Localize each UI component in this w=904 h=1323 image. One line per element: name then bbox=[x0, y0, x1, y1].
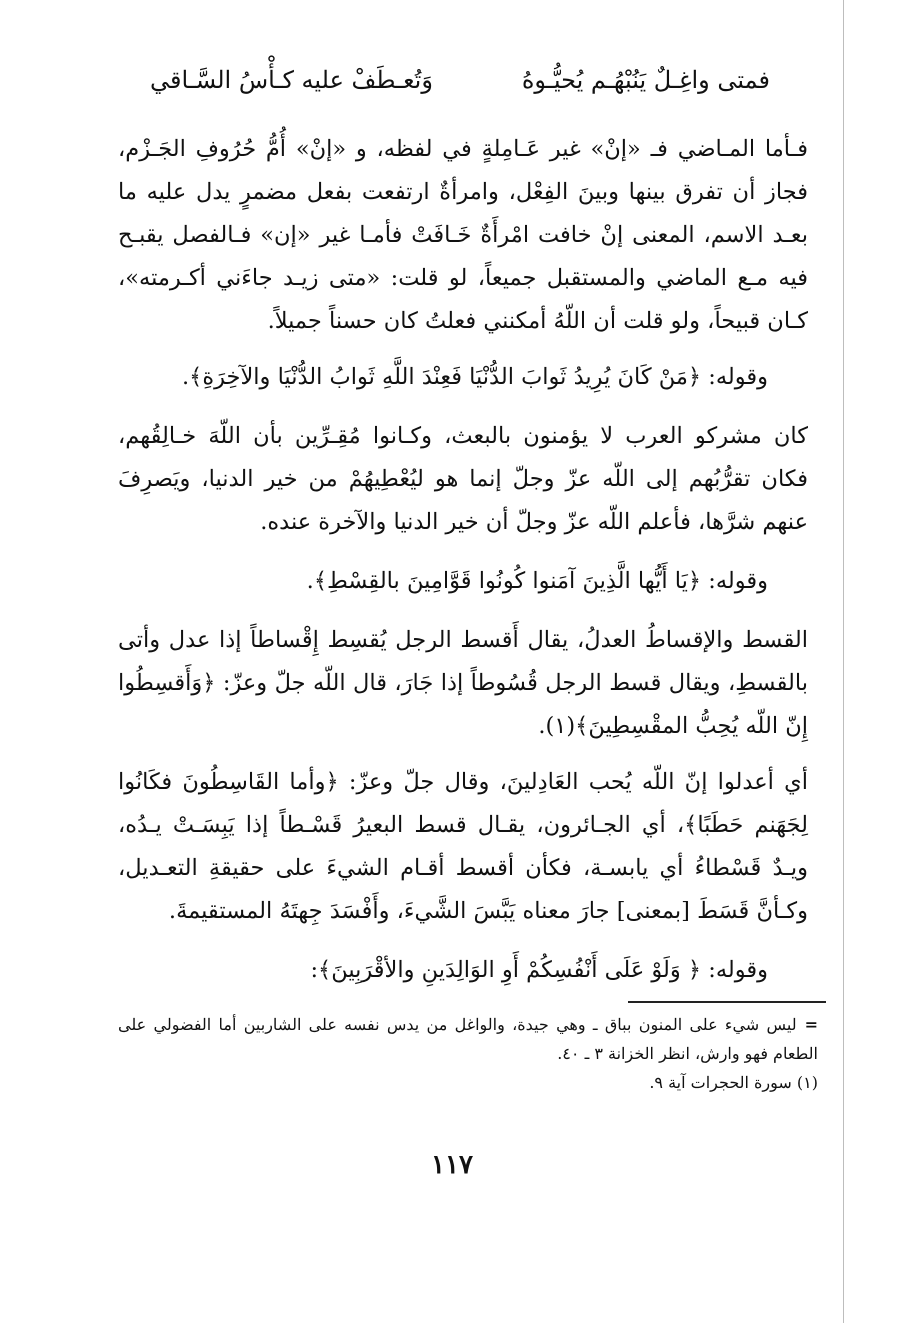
paragraph-text: فـأما المـاضي فـ «إنْ» غير عَـامِلةٍ في لفظه، و «إنْ» أُمُّ حُرُوفِ الجَـزْم، فجاز أن تفرق بينها وبينَ الفِعْل، وامرأةٌ ارتفعت بفعل مضمرٍ يدل عليه ما بعـد الاسم، المعنى إنْ خافت امْرأَةٌ خَـافَتْ فأمـا غير «إن» فـالفصل يقبـح فيه مـع الماضي والمستقبل جميعاً، لو قلت: «متى زيـد جاءَني أكـرمته»، كـان قبيحاً، ولو قلت أن اللّهُ أمكنني فعلتُ كان حسناً جميلاً. bbox=[118, 136, 808, 334]
paragraph-text: كان مشركو العرب لا يؤمنون بالبعث، وكـانوا مُقِـرِّين بأن اللّهَ خـالِقُهم، فكان تقرُّبُهم إلى اللّه عزّ وجلّ إنما هو ليُعْطِيهُمْ من خير الدنيا، ويَصرِفَ عنهم شرَّها، فأعلم اللّه عزّ وجلّ أن خير الدنيا والآخرة عنده. bbox=[118, 423, 808, 535]
paragraph-qist bbox=[118, 619, 808, 748]
verse-first-hemistich: فمتى واغِـلٌ يَنُبْهُـم يُحيُّـوهُ bbox=[521, 66, 770, 94]
footnotes bbox=[118, 1010, 818, 1097]
verse-second-hemistich: وَتُعـطَفْ عليه كـأْسُ السَّـاقي bbox=[150, 66, 433, 94]
paragraph-polytheists bbox=[118, 415, 808, 544]
paragraph-text: أي أعدلوا إنّ اللّه يُحب العَادِلينَ، وقال جلّ وعزّ: ﴿وأما القَاسِطُونَ فكَانُوا لِجَهَنم حَطَبًا﴾، أي الجـائرون، يقـال قسط البعيرُ قَسْـطاً إذا يَبِسَـتْ يـدُه، ويـدٌ قَسْطاءُ أي يابسـة، فكأن أقسط أقـام الشيءَ على حقيقةِ التعـديل، وكـأنَّ قَسَطَ [بمعنى] جارَ معناه يَبَّسَ الشَّيءَ، وأَفْسَدَ جِهتَهُ المستقيمةَ. bbox=[118, 769, 808, 924]
footnote-separator bbox=[628, 1001, 826, 1003]
footnote-continuation bbox=[118, 1010, 818, 1068]
paragraph-qasitun bbox=[118, 761, 808, 933]
quote-block-1 bbox=[118, 357, 808, 397]
paragraph-text: القسط والإقساطُ العدلُ، يقال أَقسط الرجل يُقسِط إِقْساطاً إذا عدل وأتى بالقسطِ، ويقال قسط الرجل قُسُوطاً إذا جَارَ، قال اللّه جلّ وعزّ: ﴿وَأَقسِطُوا إِنّ اللّه يُحِبُّ المقْسِطِينَ﴾(١). bbox=[118, 627, 808, 739]
quote-block-3 bbox=[118, 950, 808, 990]
quranic-quote: وقوله: ﴿مَنْ كَانَ يُرِيدُ ثَوابَ الدُّنْيَا فَعِنْدَ اللَّهِ ثَوابُ الدُّنْيَا والآخِرَةِ﴾. bbox=[182, 364, 768, 390]
quranic-quote: وقوله: ﴿يَا أَيُّها الَّذِينَ آمَنوا كُونُوا قَوَّامِينَ بالقِسْطِ﴾. bbox=[306, 568, 768, 594]
verse-line bbox=[150, 66, 770, 110]
page-number: ١١٧ bbox=[431, 1150, 473, 1180]
footnote-continuation-text: ليس شيء على المنون بباق ـ وهي جيدة، والواغل من يدس نفسه على الشاربين أما الفضولي على الطعام فهو وارش، انظر الخزانة ٣ ـ ٤٠. bbox=[118, 1015, 818, 1063]
quote-block-2 bbox=[118, 561, 808, 601]
paragraph-conditional bbox=[118, 128, 808, 343]
footnote-1: (١) سورة الحجرات آية ٩. bbox=[649, 1073, 818, 1092]
continuation-mark: = bbox=[804, 1015, 818, 1034]
quranic-quote: وقوله: ﴿ وَلَوْ عَلَى أَنْفُسِكُمْ أَوِ الوَالِدَينِ والأقْرَبِينَ﴾: bbox=[310, 957, 768, 983]
page-edge-line bbox=[843, 0, 844, 1323]
